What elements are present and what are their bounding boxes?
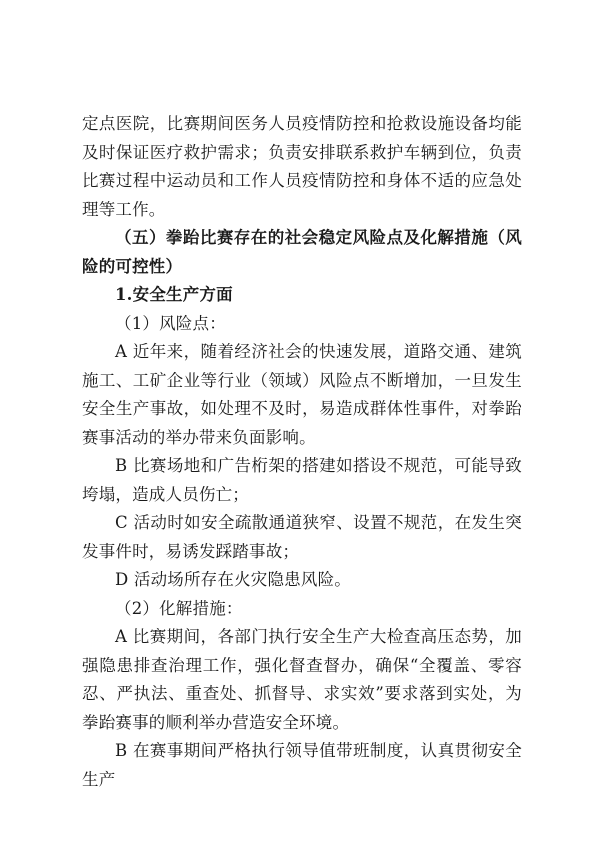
measure-b: B 在赛事期间严格执行领导值带班制度，认真贯彻安全生产 — [82, 741, 522, 789]
measure-a: A 比赛期间，各部门执行安全生产大检查高压态势，加强隐患排查治理工作，强化督查督办，确保“全覆盖、零容忍、严执法、重查处、抓督导、求实效”要求落到实处，为拳跆赛事的顺利举办营造安全环境。 — [82, 627, 522, 732]
subsection-heading: 1.安全生产方面 — [115, 285, 233, 304]
risk-point-c: C 活动时如安全疏散通道狭窄、设置不规范，在发生突发事件时，易诱发踩踏事故； — [82, 513, 522, 561]
list-heading-measures: （2）化解措施： — [115, 598, 243, 618]
risk-point-a: A 近年来，随着经济社会的快速发展，道路交通、建筑施工、工矿企业等行业（领域）风险点不断增加，一旦发生安全生产事故，如处理不及时，易造成群体性事件，对拳跆赛事活动的举办带来负面影响。 — [82, 342, 522, 447]
risk-point-b: B 比赛场地和广告桁架的搭建如搭设不规范，可能导致垮塌，造成人员伤亡； — [82, 456, 522, 504]
document-page — [82, 110, 522, 794]
paragraph-continuation: 定点医院，比赛期间医务人员疫情防控和抢救设施设备均能及时保证医疗救护需求；负责安排联系救护车辆到位，负责比赛过程中运动员和工作人员疫情防控和身体不适的应急处理等工作。 — [82, 114, 522, 219]
list-heading-risk-points: （1）风险点： — [115, 313, 226, 333]
risk-point-d: D 活动场所存在火灾隐患风险。 — [115, 570, 351, 589]
section-heading: （五）拳跆比赛存在的社会稳定风险点及化解措施（风险的可控性） — [82, 228, 522, 276]
